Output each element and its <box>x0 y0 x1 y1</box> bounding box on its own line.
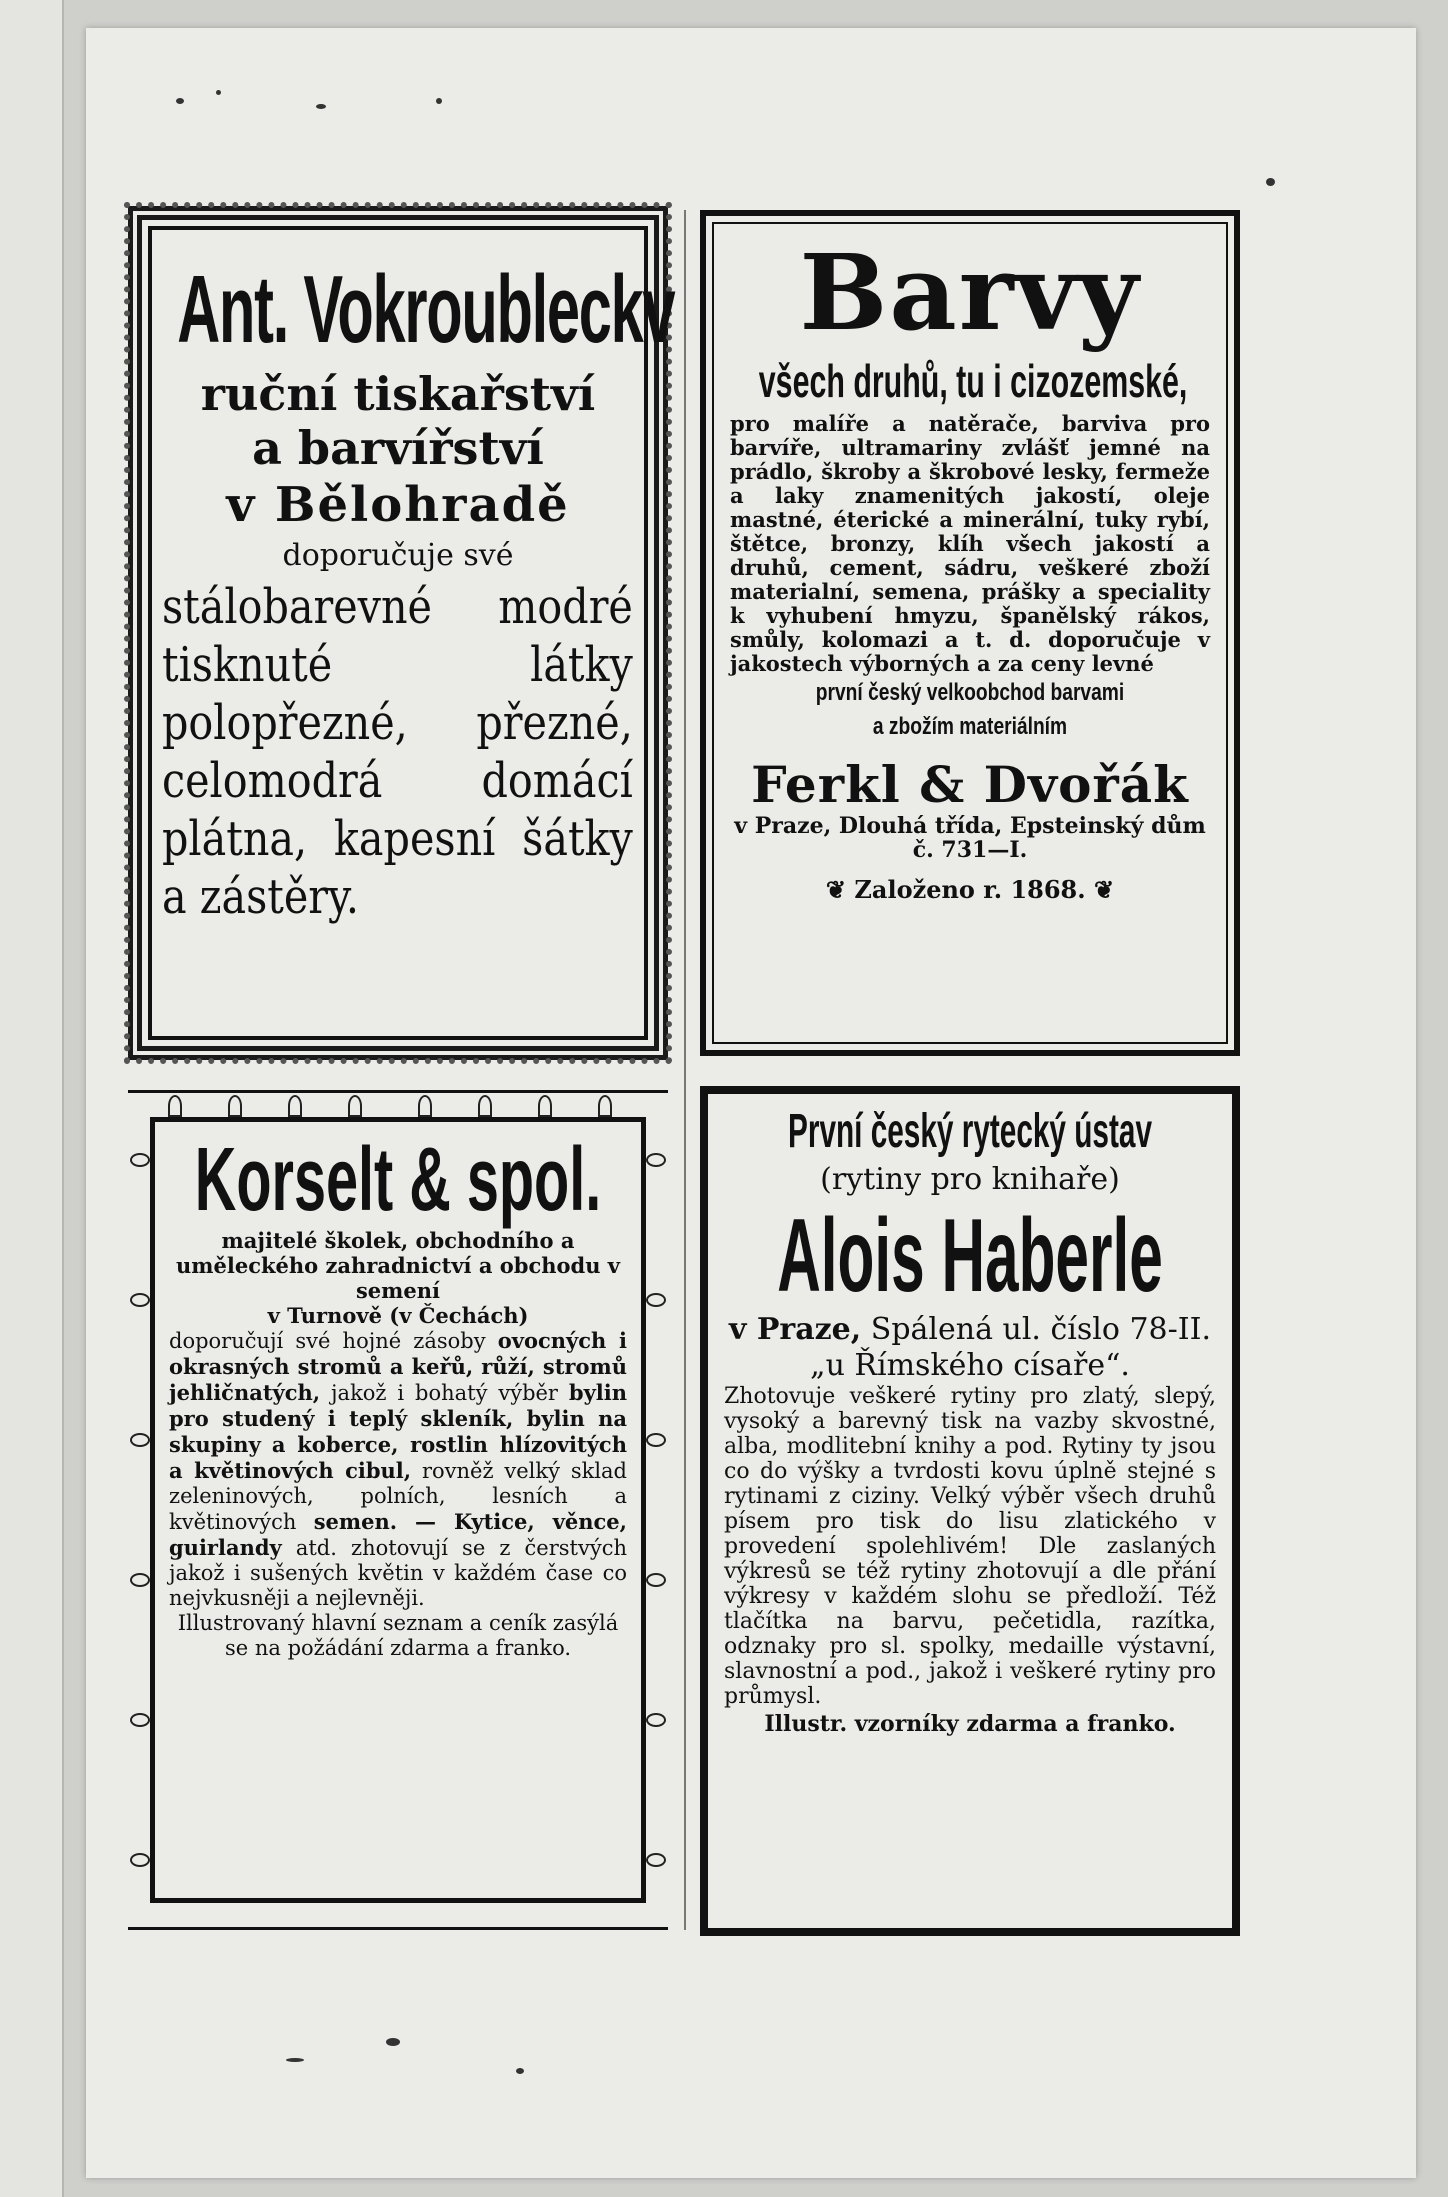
body-h: atd. zhotovují se z čerstvých jakož i sušených květin v každém čase co nejvkusněji a nejlevněji. <box>169 1536 627 1610</box>
address-street: Spálená ul. číslo 78-II. „u Římského císaře“. <box>810 1312 1212 1383</box>
ad-barvy <box>700 210 1240 1056</box>
advertiser-name: Ant. Vokroubleckv <box>177 256 675 363</box>
firm-name: Ferkl & Dvořák <box>751 755 1189 814</box>
firm-address: v Praze, Dlouhá třída, Epsteinský dům č. 731—I. <box>734 813 1206 863</box>
body-a: doporučují své hojné zásoby <box>169 1329 486 1353</box>
recommends-text: doporučuje své <box>282 538 514 573</box>
ad-place: v Turnově (v Čechách) <box>267 1303 529 1328</box>
ad-body: Zhotovuje veškeré rytiny pro zlatý, slepý, vysoký a barevný tisk na vazby skvostné, alba, modlitební knihy a pod. Rytiny ty jsou co do výšky a tvrdosti kovu úplně stejné s rytinami z ciziny. Velký výběr všech druhů písem pro tisk do lisu zlatického v provedení spolehlivém! Dle zaslaných výkresů se též rytiny zhotovují a dle přání výkresy v každém slohu se předloží. Též tlačítka na barvu, pečetidla, razítka, odznaky pro sl. spolky, medaille výstavní, slavnostní a pod., jakož i veškeré rytiny pro průmysl. <box>724 1384 1216 1709</box>
ad-haberle <box>700 1086 1240 1936</box>
column-divider <box>684 210 686 1930</box>
flourish-icon: ❦ <box>1085 875 1115 904</box>
founded-text: Založeno r. 1868. <box>854 875 1086 904</box>
tagline-2: a zbožím materiálním <box>872 713 1068 740</box>
ad-body: stálobarevné modré tisknuté látky polopřezné, přezné, celomodrá domácí plátna, kapesní šátky a zástěry. <box>162 579 633 925</box>
ad-subtitle: všech druhů, tu i cizozemské, <box>758 355 1188 407</box>
ad-intro: majitelé školek, obchodního a uměleckého zahradnictví a obchodu v semení <box>176 1228 620 1303</box>
ad-body: pro malíře a natěrače, barviva pro barvíře, ultramariny zvlášť jemné na prádlo, škroby a škrobové lesky, fermeže a laky znamenitých jakostí, oleje mastné, éterické a minerální, tuky rybí, štětce, bronzy, klíh všech jakostí a druhů, cement, sádru, veškeré zboží materialní, semena, prášky a speciality k vyhubení hmyzu, španělský rákos, smůly, kolomazi a t. d. doporučuje v jakostech výborných a za ceny levné <box>730 411 1210 676</box>
ad-title: Barvy <box>799 231 1141 354</box>
business-type-2: a barvířství <box>252 421 544 475</box>
ad-vokroubleckv <box>128 206 675 1060</box>
ad-heading: První český rytecký ústav <box>788 1105 1152 1158</box>
address-city: v Praze, <box>728 1312 862 1347</box>
body-g: semen. — Kytice, věnce, guirlandy <box>169 1509 627 1560</box>
advertiser-name: Alois Haberle <box>777 1198 1163 1314</box>
ad-footer: Illustrovaný hlavní seznam a ceník zasýlá se na požádání zdarma a franko. <box>177 1611 619 1660</box>
ad-footer: Illustr. vzorníky zdarma a franko. <box>764 1711 1176 1737</box>
body-d: bylin pro studený i teplý skleník, bylin na skupiny <box>169 1380 627 1457</box>
business-type: ruční tiskařství <box>200 367 596 421</box>
body-c: jakož i bohatý výběr <box>331 1381 558 1405</box>
body-b: ovocných i okrasných stromů a keřů, růží, stromů jehličnatých, <box>169 1328 627 1405</box>
body-e: a koberce, rostlin hlízovitých a květinových cibul, <box>169 1432 627 1483</box>
tagline-1: první český velkoobchod barvami <box>815 679 1125 706</box>
flourish-icon: ❦ <box>825 875 855 904</box>
ad-korselt <box>128 1090 668 1930</box>
advertiser-name: Korselt & spol. <box>194 1130 602 1230</box>
ad-body <box>169 1328 627 1611</box>
founded-note <box>730 870 1210 910</box>
ad-address <box>724 1312 1216 1384</box>
ad-subheading: (rytiny pro knihaře) <box>820 1162 1120 1197</box>
previous-page-edge <box>0 0 64 2197</box>
location: v Bělohradě <box>226 477 570 533</box>
body-f: rovněž velký sklad zeleninových, polních, lesních a květinových <box>169 1459 627 1534</box>
